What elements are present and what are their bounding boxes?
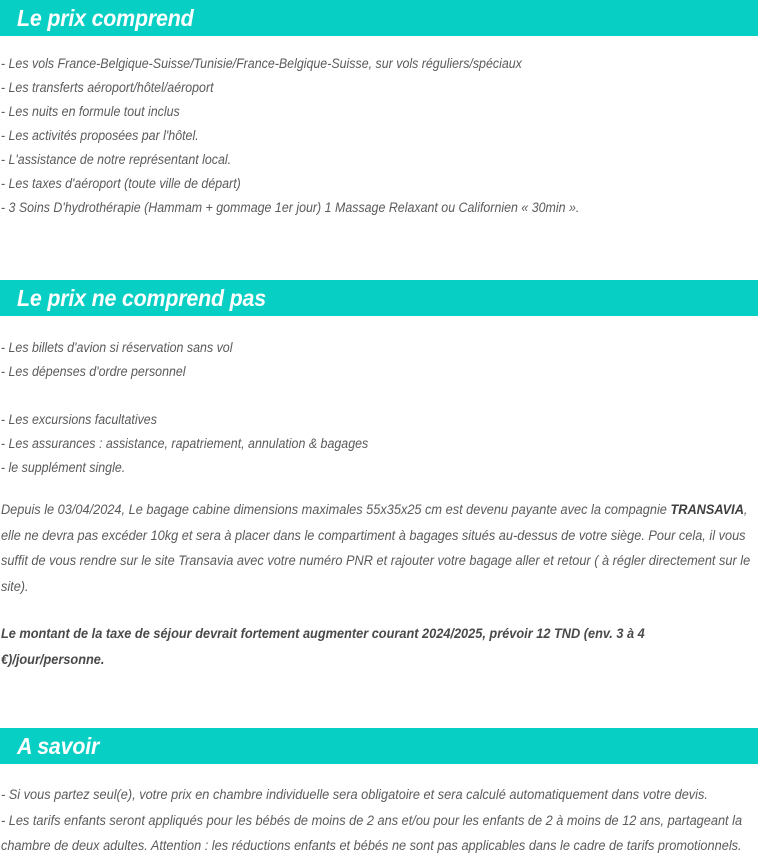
- section-header-a-savoir: [0, 728, 758, 764]
- list-item: - Les assurances : assistance, rapatriement, annulation & bagages: [0, 436, 369, 451]
- list-item: - L'assistance de notre représentant local.: [0, 152, 232, 167]
- list-item: - Les nuits en formule tout inclus: [0, 104, 180, 119]
- spacer: [0, 220, 758, 280]
- paragraph-transavia-text-after: , elle ne devra pas excéder 10kg et sera à placer dans le compartiment à bagages situés au-dessus de votre siège. Pour cela, il vous suffit de vous rendre sur le site Transavia avec votre numéro PNR et rajouter votre bagage aller et retour ( à régler directement sur le site).: [0, 502, 751, 594]
- paragraph-transavia-text-before: Depuis le 03/04/2024, Le bagage cabine dimensions maximales 55x35x25 cm est devenu payante avec la compagnie: [0, 502, 671, 517]
- section-title: Le prix ne comprend pas: [17, 284, 266, 311]
- paragraph-chambre-individuelle: - Si vous partez seul(e), votre prix en chambre individuelle sera obligatoire et sera calculé automatiquement dans votre devis.: [0, 787, 708, 802]
- spacer: [0, 36, 758, 52]
- paragraph-tarifs-enfants: - Les tarifs enfants seront appliqués pour les bébés de moins de 2 ans et/ou pour les enfants de 2 à moins de 12 ans, partageant la chambre de deux adultes. Attention : les réductions enfants et bébés ne sont pas applicables dans le cadre de tarifs promotionnels.: [0, 812, 743, 853]
- list-item: - Les taxes d'aéroport (toute ville de départ): [0, 176, 241, 191]
- list-item: - Les excursions facultatives: [0, 412, 157, 427]
- list-item: - Les dépenses d'ordre personnel: [0, 364, 186, 379]
- paragraph-taxe-de-sejour: Le montant de la taxe de séjour devrait fortement augmenter courant 2024/2025, prévoir 12 TND (env. 3 à 4 €)/jour/personne.: [0, 626, 645, 667]
- paragraph-transavia-baggage: [0, 497, 750, 599]
- spacer: [0, 672, 758, 728]
- spacer: [0, 599, 748, 621]
- section-header-prix-ne-comprend-pas: [0, 280, 758, 316]
- section-body-a-savoir: [0, 782, 758, 859]
- company-name-transavia: TRANSAVIA: [670, 502, 744, 517]
- section-title: A savoir: [17, 732, 100, 759]
- section-body-prix-ne-comprend-pas: [0, 336, 758, 672]
- section-header-prix-comprend: [0, 0, 758, 36]
- spacer: [0, 764, 758, 782]
- list-item: - 3 Soins D'hydrothérapie (Hammam + gommage 1er jour) 1 Massage Relaxant ou Californien « 30min ».: [0, 200, 580, 215]
- list-item-blank: [0, 384, 688, 408]
- list-item: - le supplément single.: [0, 460, 126, 475]
- list-item: - Les billets d'avion si réservation sans vol: [0, 340, 233, 355]
- section-body-prix-comprend: [0, 52, 758, 220]
- list-item: - Les transferts aéroport/hôtel/aéroport: [0, 80, 214, 95]
- section-title: Le prix comprend: [17, 4, 194, 31]
- list-item: - Les vols France-Belgique-Suisse/Tunisie/France-Belgique-Suisse, sur vols réguliers/spéciaux: [0, 56, 522, 71]
- spacer: [0, 480, 748, 497]
- spacer: [0, 316, 758, 336]
- list-item: - Les activités proposées par l'hôtel.: [0, 128, 199, 143]
